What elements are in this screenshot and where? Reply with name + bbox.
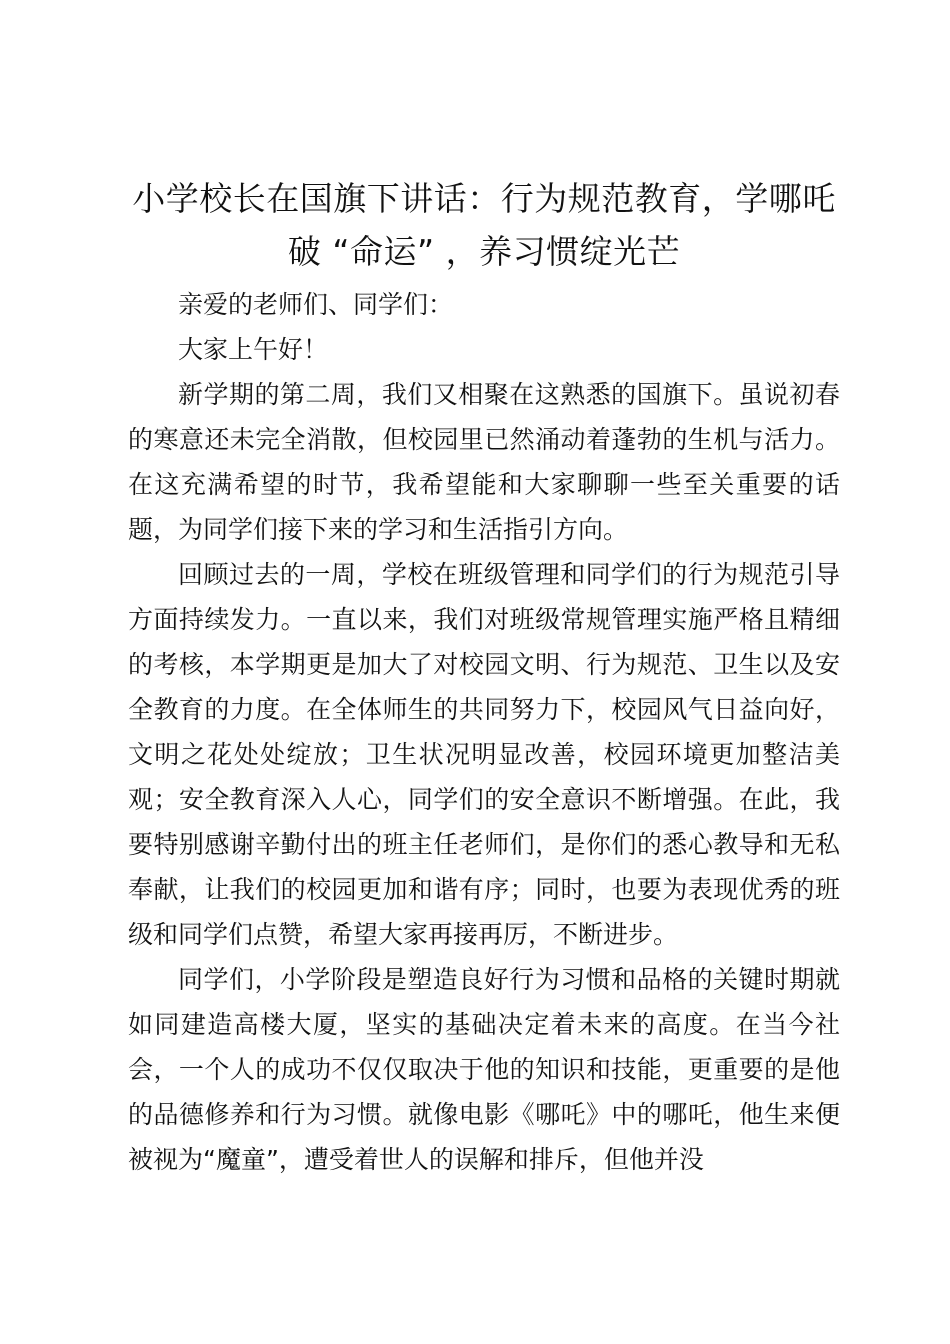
body-paragraph: 新学期的第二周，我们又相聚在这熟悉的国旗下。虽说初春的寒意还未完全消散，但校园里已然涌动着蓬勃的生机与活力。在这充满希望的时节，我希望能和大家聊聊一些至关重要的话题，为同学们接下来的学习和生活指引方向。 [128, 380, 840, 544]
greeting-paragraph: 亲爱的老师们、同学们： [178, 290, 454, 319]
body-paragraph: 同学们，小学阶段是塑造良好行为习惯和品格的关键时期就如同建造高楼大厦，坚实的基础决定着未来的高度。在当今社会，一个人的成功不仅仅取决于他的知识和技能，更重要的是他的品德修养和行为习惯。就像电影《哪吒》中的哪吒，他生来便被视为“魔童”，遭受着世人的误解和排斥，但他并没 [128, 965, 840, 1174]
document-title: 小学校长在国旗下讲话：行为规范教育，学哪吒破 “命运” ，养习惯绽光芒 [132, 179, 836, 271]
document-content [128, 172, 840, 1182]
body-paragraph: 回顾过去的一周，学校在班级管理和同学们的行为规范引导方面持续发力。一直以来，我们对班级常规管理实施严格且精细的考核，本学期更是加大了对校园文明、行为规范、卫生以及安全教育的力度。在全体师生的共同努力下，校园风气日益向好，文明之花处处绽放；卫生状况明显改善，校园环境更加整洁美观；安全教育深入人心，同学们的安全意识不断增强。在此，我要特别感谢辛勤付出的班主任老师们，是你们的悉心教导和无私奉献，让我们的校园更加和谐有序；同时，也要为表现优秀的班级和同学们点赞，希望大家再接再厉，不断进步。 [128, 560, 840, 949]
salutation-paragraph: 大家上午好！ [178, 335, 329, 364]
document-body [128, 282, 840, 1182]
